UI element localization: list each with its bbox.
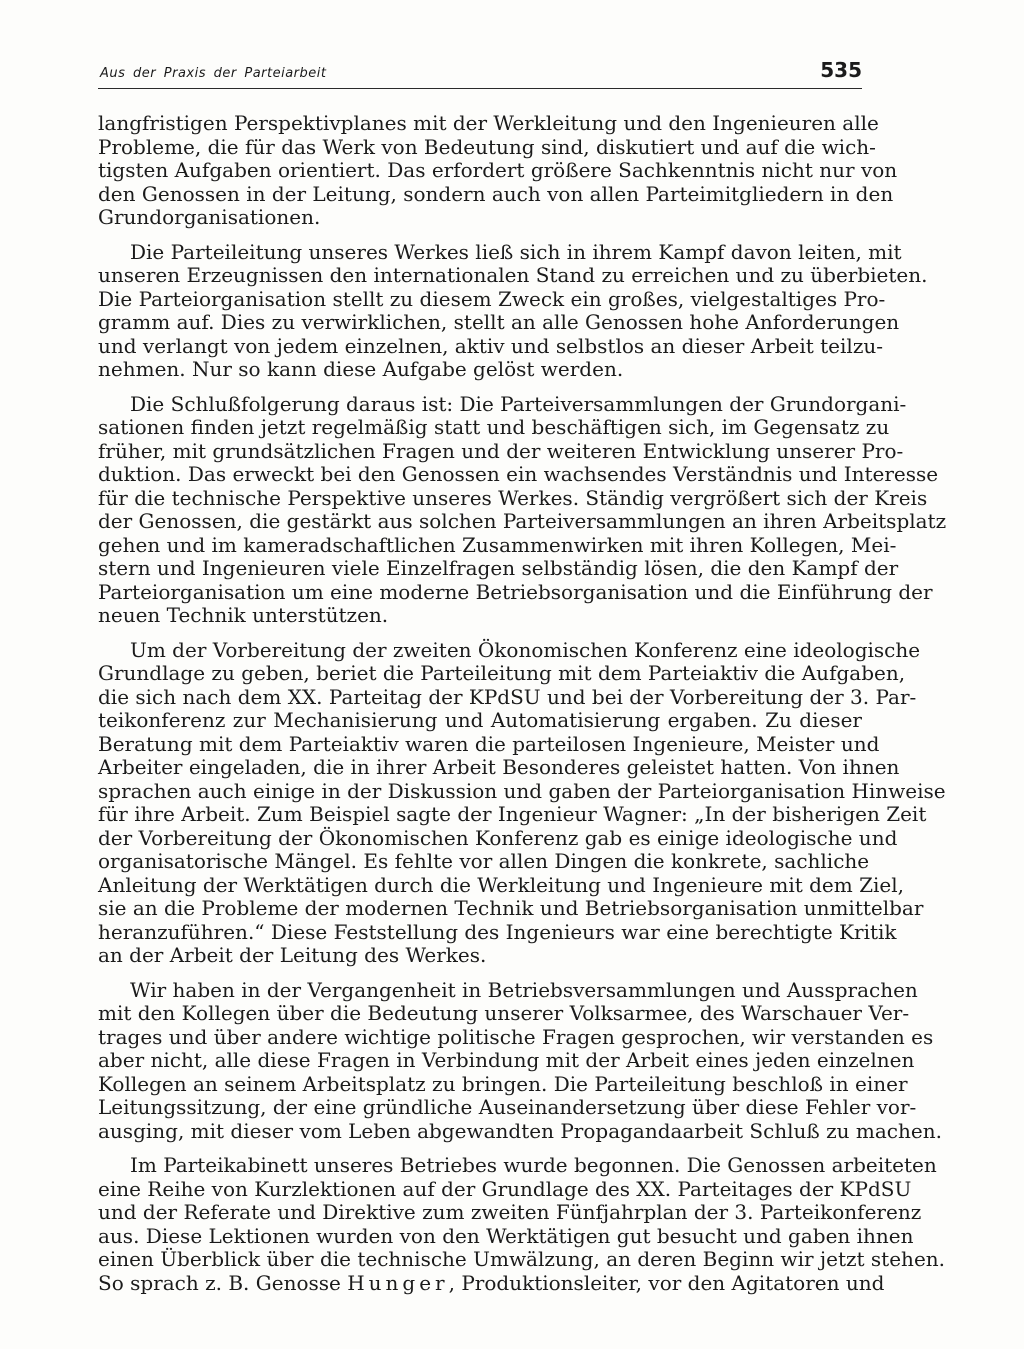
text-line: für ihre Arbeit. Zum Beispiel sagte der Ingenieur Wagner: „In der bisherigen Zeit <box>98 802 927 826</box>
body-text <box>98 111 947 1306</box>
paragraph-1 <box>98 111 898 230</box>
text-line: Um der Vorbereitung der zweiten Ökonomischen Konferenz eine ideologische <box>130 637 921 662</box>
text-line: den Genossen in der Leitung, sondern auch von allen Parteimitgliedern in den <box>98 181 894 206</box>
person-name: Hunger <box>347 1270 449 1295</box>
line-start-text: So sprach z. B. Genosse <box>98 1270 348 1295</box>
text-line: an der Arbeit der Leitung des Werkes. <box>98 943 487 967</box>
paragraph-6 <box>98 1153 946 1295</box>
text-line: für die technische Perspektive unseres Werkes. Ständig vergrößert sich der Kreis <box>98 485 928 510</box>
text-line: Parteiorganisation um eine moderne Betriebsorganisation und die Einführung der <box>98 579 933 604</box>
text-line: und verlangt von jedem einzelnen, aktiv und selbstlos an dieser Arbeit teilzu- <box>98 333 883 358</box>
text-line: Im Parteikabinett unseres Betriebes wurde begonnen. Die Genossen arbeiteten <box>130 1153 937 1177</box>
text-line: der Vorbereitung der Ökonomischen Konferenz gab es einige ideologische und <box>98 825 898 850</box>
text-line: sie an die Probleme der modernen Technik und Betriebsorganisation unmittelbar <box>98 896 924 920</box>
text-line: eine Reihe von Kurzlektionen auf der Grundlage des XX. Parteitages der KPdSU <box>98 1176 912 1201</box>
text-line: früher, mit grundsätzlichen Fragen und der weiteren Entwicklung unserer Pro- <box>98 438 904 463</box>
text-line: aus. Diese Lektionen wurden von den Werktätigen gut besucht und gaben ihnen <box>98 1223 914 1248</box>
paragraph-4 <box>98 637 946 968</box>
text-line: aber nicht, alle diese Fragen in Verbindung mit der Arbeit eines jeden einzelnen <box>98 1048 915 1072</box>
text-line: ausging, mit dieser vom Leben abgewandten Propagandaarbeit Schluß zu machen. <box>98 1118 942 1143</box>
text-line: mit den Kollegen über die Bedeutung unserer Volksarmee, des Warschauer Ver- <box>98 1001 910 1025</box>
text-line: gramm auf. Dies zu verwirklichen, stellt an alle Genossen hohe Anforderungen <box>98 310 900 334</box>
text-line: Beratung mit dem Parteiaktiv waren die parteilosen Ingenieure, Meister und <box>98 731 880 756</box>
text-line: einen Überblick über die technische Umwälzung, an deren Beginn wir jetzt stehen. <box>98 1247 946 1271</box>
text-line: trages und über andere wichtige politische Fragen gesprochen, wir verstanden es <box>98 1024 934 1049</box>
text-line: der Genossen, die gestärkt aus solchen Parteiversammlungen an ihren Arbeitsplatz <box>98 509 947 533</box>
text-line: Leitungssitzung, der eine gründliche Auseinandersetzung über diese Fehler vor- <box>98 1095 917 1119</box>
text-line: duktion. Das erweckt bei den Genossen ein wachsendes Verständnis und Interesse <box>98 462 939 486</box>
text-line: nehmen. Nur so kann diese Aufgabe gelöst werden. <box>98 357 624 381</box>
text-line: stern und Ingenieuren viele Einzelfragen selbständig lösen, die den Kampf der <box>98 556 899 580</box>
text-line: die sich nach dem XX. Parteitag der KPdSU und bei der Vorbereitung der 3. Par- <box>98 684 917 709</box>
text-line: organisatorische Mängel. Es fehlte vor allen Dingen die konkrete, sachliche <box>98 849 870 873</box>
text-line: Anleitung der Werktätigen durch die Werkleitung und Ingenieure mit dem Ziel, <box>98 872 904 897</box>
text-line: Arbeiter eingeladen, die in ihrer Arbeit Besonderes geleistet hatten. Von ihnen <box>98 755 900 779</box>
text-line: Kollegen an seinem Arbeitsplatz zu bringen. Die Parteileitung beschloß in einer <box>98 1071 908 1096</box>
text-line-final <box>98 1270 885 1296</box>
text-line: Grundlage zu geben, beriet die Parteileitung mit dem Parteiaktiv die Aufgaben, <box>98 661 906 685</box>
text-line: Die Parteileitung unseres Werkes ließ sich in ihrem Kampf davon leiten, mit <box>130 239 902 264</box>
text-line: Wir haben in der Vergangenheit in Betriebsversammlungen und Aussprachen <box>130 977 918 1002</box>
paragraph-2 <box>98 239 928 382</box>
text-line: gehen und im kameradschaftlichen Zusammenwirken mit ihren Kollegen, Mei- <box>98 532 897 557</box>
running-header <box>98 58 862 89</box>
text-line: Die Parteiorganisation stellt zu diesem Zweck ein großes, vielgestaltiges Pro- <box>98 286 886 311</box>
line-end-text: , Produktionsleiter, vor den Agitatoren und <box>448 1270 885 1295</box>
paragraph-3 <box>98 391 947 628</box>
text-line: tigsten Aufgaben orientiert. Das erfordert größere Sachkenntnis nicht nur von <box>98 158 898 182</box>
text-line: und der Referate und Direktive zum zweiten Fünfjahrplan der 3. Parteikonferenz <box>98 1200 922 1224</box>
text-line: heranzuführen.“ Diese Feststellung des Ingenieurs war eine berechtigte Kritik <box>98 919 897 944</box>
text-line: sationen finden jetzt regelmäßig statt und beschäftigen sich, im Gegensatz zu <box>98 415 890 439</box>
text-line: unseren Erzeugnissen den internationalen Stand zu erreichen und zu überbieten. <box>98 263 928 287</box>
page-number: 535 <box>820 58 862 82</box>
text-line: Die Schlußfolgerung daraus ist: Die Parteiversammlungen der Grundorgani- <box>130 391 907 416</box>
text-line: teikonferenz zur Mechanisierung und Automatisierung ergaben. Zu dieser <box>98 708 862 732</box>
text-line: Grundorganisationen. <box>98 205 321 229</box>
paragraph-5 <box>98 977 942 1144</box>
text-line: neuen Technik unterstützen. <box>98 603 389 627</box>
text-line: sprachen auch einige in der Diskussion und gaben der Parteiorganisation Hinweise <box>98 778 946 803</box>
text-line: langfristigen Perspektivplanes mit der Werkleitung und den Ingenieuren alle <box>98 111 879 135</box>
text-line: Probleme, die für das Werk von Bedeutung sind, diskutiert und auf die wich- <box>98 134 876 159</box>
running-title: Aus der Praxis der Parteiarbeit <box>100 66 327 81</box>
